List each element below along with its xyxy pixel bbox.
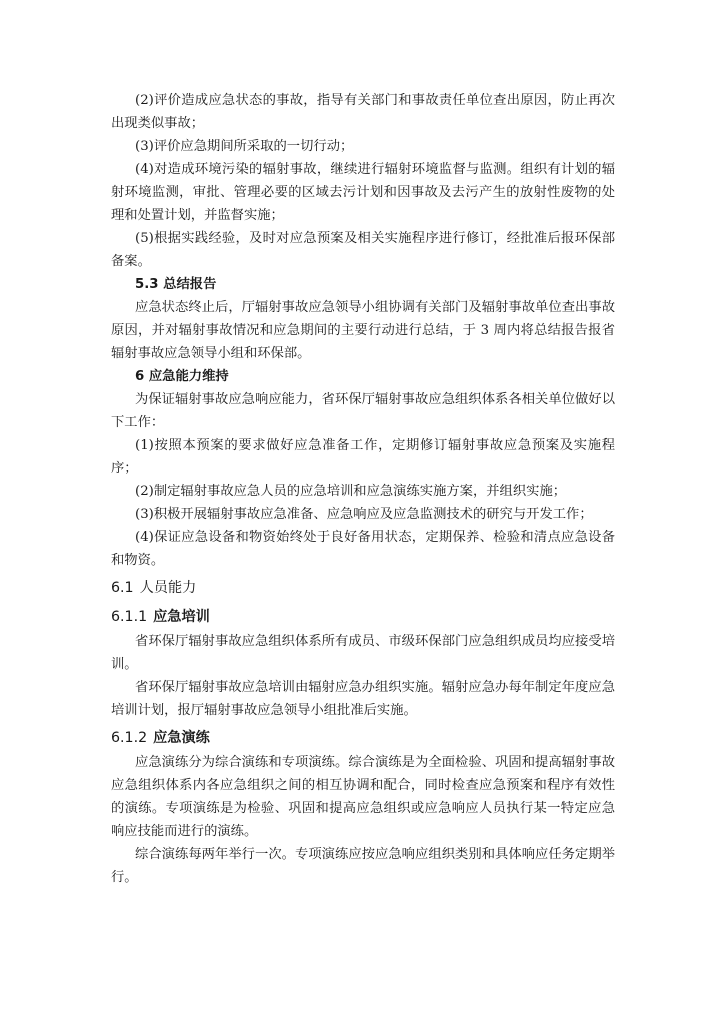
section-number: 6.1.1	[111, 609, 148, 625]
paragraph: 应急状态终止后，厅辐射事故应急领导小组协调有关部门及辐射事故单位查出事故原因，并对辐射事故情况和应急期间的主要行动进行总结，于 3 周内将总结报告报省辐射事故应急领导小组和环保部。	[111, 300, 615, 361]
section-title: 人员能力	[139, 580, 197, 596]
list-item: (3)积极开展辐射事故应急准备、应急响应及应急监测技术的研究与开发工作；	[135, 507, 593, 522]
paragraph: 综合演练每两年举行一次。专项演练应按应急响应组织类别和具体响应任务定期举行。	[111, 847, 615, 885]
list-item: (4)保证应急设备和物资始终处于良好备用状态，定期保养、检验和清点应急设备和物资。	[111, 530, 615, 568]
section-heading-6-1	[111, 576, 615, 601]
section-heading-6: 6 应急能力维持	[135, 369, 229, 384]
document-body	[111, 89, 615, 889]
section-heading-6-1-1	[111, 605, 615, 630]
paragraph: 应急演练分为综合演练和专项演练。综合演练是为全面检验、巩固和提高辐射事故应急组织体系内各应急组织之间的相互协调和配合，同时检查应急预案和程序有效性的演练。专项演练是为检验、巩固和提高应急组织或应急响应人员执行某一特定应急响应技能而进行的演练。	[111, 755, 615, 839]
section-number: 6.1	[111, 580, 134, 596]
section-title: 应急培训	[153, 609, 210, 625]
section-heading-6-1-2	[111, 726, 615, 751]
section-title: 应急演练	[153, 730, 210, 746]
paragraph: (5)根据实践经验，及时对应急预案及相关实施程序进行修订，经批准后报环保部备案。	[111, 231, 615, 269]
section-heading-5-3: 5.3 总结报告	[135, 277, 217, 292]
paragraph: (3)评价应急期间所采取的一切行动；	[135, 139, 354, 154]
paragraph: 为保证辐射事故应急响应能力，省环保厅辐射事故应急组织体系各相关单位做好以下工作：	[111, 392, 615, 430]
paragraph: (2)评价造成应急状态的事故，指导有关部门和事故责任单位查出原因，防止再次出现类似事故；	[111, 93, 615, 131]
list-item: (1)按照本预案的要求做好应急准备工作，定期修订辐射事故应急预案及实施程序；	[111, 438, 615, 476]
list-item: (2)制定辐射事故应急人员的应急培训和应急演练实施方案，并组织实施；	[135, 484, 567, 499]
paragraph: (4)对造成环境污染的辐射事故，继续进行辐射环境监督与监测。组织有计划的辐射环境监测，审批、管理必要的区域去污计划和因事故及去污产生的放射性废物的处理和处置计划，并监督实施；	[111, 162, 615, 223]
paragraph: 省环保厅辐射事故应急组织体系所有成员、市级环保部门应急组织成员均应接受培训。	[111, 634, 615, 672]
paragraph: 省环保厅辐射事故应急培训由辐射应急办组织实施。辐射应急办每年制定年度应急培训计划，报厅辐射事故应急领导小组批准后实施。	[111, 680, 615, 718]
section-number: 6.1.2	[111, 730, 148, 746]
